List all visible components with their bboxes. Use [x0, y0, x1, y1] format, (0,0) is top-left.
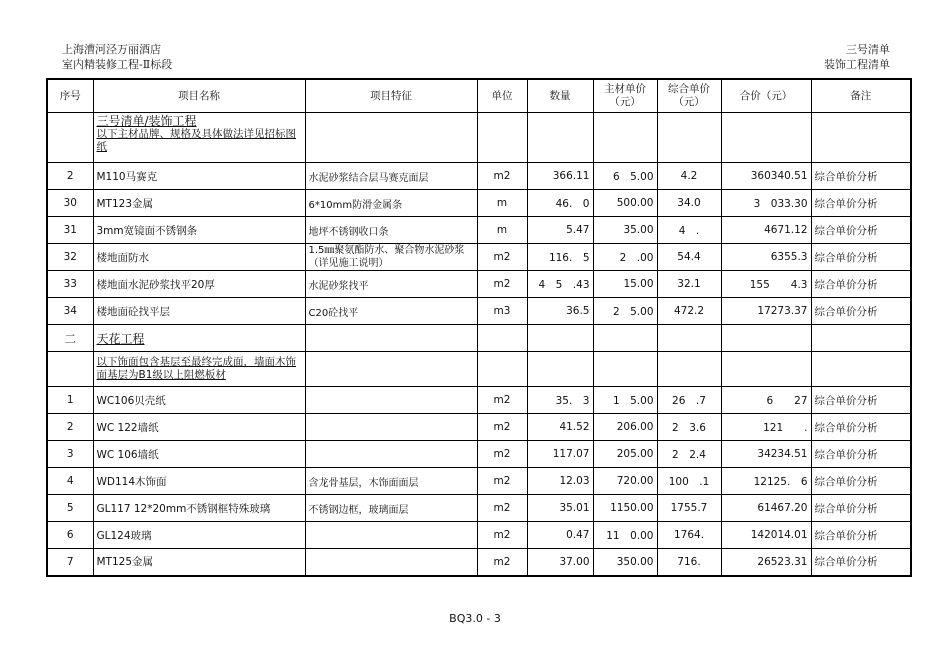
cell-comp: 32.1: [657, 271, 721, 298]
cell-unit: m: [477, 190, 527, 217]
cell-unit: m2: [477, 414, 527, 441]
cell-unit: m2: [477, 549, 527, 576]
cell-comp: 1764.: [657, 522, 721, 549]
list-header: [824, 42, 890, 72]
project-name: 上海漕河泾万丽酒店: [62, 43, 161, 56]
cell-unit: m2: [477, 244, 527, 271]
cell-remark: 综合单价分析: [811, 441, 911, 468]
col-header: 主材单价（元）: [593, 79, 657, 113]
cell-no: 2: [47, 414, 93, 441]
section-title: 天花工程: [93, 325, 305, 352]
table-header-row: [47, 79, 911, 113]
cell-qty: 12.03: [527, 468, 593, 495]
cell-no: 33: [47, 271, 93, 298]
cell-main: 1150.00: [593, 495, 657, 522]
cell-name: WC 122墙纸: [93, 414, 305, 441]
table-row: [47, 387, 911, 414]
cell-total: 17273.37: [721, 298, 811, 325]
cell-main: 350.00: [593, 549, 657, 576]
cell-total: 142014.01: [721, 522, 811, 549]
cell-feature: [305, 549, 477, 576]
cell-remark: 综合单价分析: [811, 271, 911, 298]
cell-qty: 41.52: [527, 414, 593, 441]
cell-qty: 0.47: [527, 522, 593, 549]
cell-qty: 117.07: [527, 441, 593, 468]
cell-no: 30: [47, 190, 93, 217]
cell-remark: 综合单价分析: [811, 163, 911, 190]
col-header: 项目特征: [305, 79, 477, 113]
cell-name: WC 106墙纸: [93, 441, 305, 468]
cell-feature: [305, 522, 477, 549]
cell-name: M110马赛克: [93, 163, 305, 190]
project-section: 室内精装修工程-Ⅱ标段: [62, 58, 173, 71]
list-type: 装饰工程清单: [824, 58, 890, 71]
cell-total: 12125. 6: [721, 468, 811, 495]
cell-comp: 472.2: [657, 298, 721, 325]
cell-name: GL117 12*20mm不锈钢框特殊玻璃: [93, 495, 305, 522]
cell-no: 7: [47, 549, 93, 576]
cell-main: 720.00: [593, 468, 657, 495]
cell-unit: m2: [477, 387, 527, 414]
cell-qty: 36.5: [527, 298, 593, 325]
cell-name: GL124玻璃: [93, 522, 305, 549]
cell-main: 35.00: [593, 217, 657, 244]
cell-qty: 4 5 .43: [527, 271, 593, 298]
cell-comp: 100 .1: [657, 468, 721, 495]
section-note-row: [47, 352, 911, 387]
cell-main: 2 5.00: [593, 298, 657, 325]
col-header: 合价（元）: [721, 79, 811, 113]
cell-unit: m2: [477, 468, 527, 495]
cell-comp: 54.4: [657, 244, 721, 271]
list-number: 三号清单: [846, 43, 890, 56]
cell-no: 4: [47, 468, 93, 495]
cell-remark: 综合单价分析: [811, 414, 911, 441]
cell-total: 3 033.30: [721, 190, 811, 217]
section-row: [47, 325, 911, 352]
cell-qty: 35.01: [527, 495, 593, 522]
cell-no: 32: [47, 244, 93, 271]
cell-comp: 716.: [657, 549, 721, 576]
table-row: [47, 244, 911, 271]
table-row: [47, 190, 911, 217]
cell-remark: 综合单价分析: [811, 387, 911, 414]
cell-main: 205.00: [593, 441, 657, 468]
cell-total: 61467.20: [721, 495, 811, 522]
cell-no: 1: [47, 387, 93, 414]
cell-main: 206.00: [593, 414, 657, 441]
cell-name: MT123金属: [93, 190, 305, 217]
cell-main: 1 5.00: [593, 387, 657, 414]
cell-total: 26523.31: [721, 549, 811, 576]
table-row: [47, 549, 911, 576]
cell-feature: 水泥砂浆找平: [305, 271, 477, 298]
cell-remark: 综合单价分析: [811, 549, 911, 576]
section-row: [47, 113, 911, 163]
cell-main: 2 .00: [593, 244, 657, 271]
cell-feature: 6*10mm防滑金属条: [305, 190, 477, 217]
cell-total: 121 .: [721, 414, 811, 441]
cell-feature: [305, 387, 477, 414]
cell-feature: 水泥砂浆结合层马赛克面层: [305, 163, 477, 190]
col-header: 综合单价（元）: [657, 79, 721, 113]
table-row: [47, 298, 911, 325]
col-header: 序号: [47, 79, 93, 113]
cell-remark: 综合单价分析: [811, 217, 911, 244]
cell-unit: m2: [477, 163, 527, 190]
section-number: 二: [47, 325, 93, 352]
cell-total: 34234.51: [721, 441, 811, 468]
cell-comp: 26 .7: [657, 387, 721, 414]
cell-total: 360340.51: [721, 163, 811, 190]
cell-feature: 地坪不锈钢收口条: [305, 217, 477, 244]
cell-unit: m3: [477, 298, 527, 325]
cell-comp: 1755.7: [657, 495, 721, 522]
table-row: [47, 522, 911, 549]
cell-name: 楼地面砼找平层: [93, 298, 305, 325]
cell-remark: 综合单价分析: [811, 522, 911, 549]
section-note: 以下主材品牌、规格及具体做法详见招标图纸: [96, 128, 296, 153]
table-row: [47, 495, 911, 522]
cell-name: MT125金属: [93, 549, 305, 576]
cell-remark: 综合单价分析: [811, 298, 911, 325]
cell-total: 155 4.3: [721, 271, 811, 298]
cell-feature: 不锈钢边框，玻璃面层: [305, 495, 477, 522]
cell-unit: m2: [477, 522, 527, 549]
cell-feature: [305, 414, 477, 441]
cell-qty: 35. 3: [527, 387, 593, 414]
cell-no: 6: [47, 522, 93, 549]
cell-total: 4671.12: [721, 217, 811, 244]
table-row: [47, 271, 911, 298]
cell-unit: m: [477, 217, 527, 244]
cell-name: WC106贝壳纸: [93, 387, 305, 414]
page-footer: BQ3.0 - 3: [449, 612, 501, 625]
cell-total: 6355.3: [721, 244, 811, 271]
cell-feature: [305, 441, 477, 468]
col-header: 项目名称: [93, 79, 305, 113]
cell-name: 楼地面防水: [93, 244, 305, 271]
cell-unit: m2: [477, 495, 527, 522]
cell-qty: 366.11: [527, 163, 593, 190]
table-row: [47, 217, 911, 244]
cell-name: 楼地面水泥砂浆找平20厚: [93, 271, 305, 298]
section-note: 以下饰面包含基层至最终完成面，墙面木饰面基层为B1级以上阻燃板材: [93, 352, 305, 387]
cell-no: 3: [47, 441, 93, 468]
cell-feature: 含龙骨基层，木饰面面层: [305, 468, 477, 495]
cell-main: 6 5.00: [593, 163, 657, 190]
table-row: [47, 163, 911, 190]
cell-main: 11 0.00: [593, 522, 657, 549]
cell-name: WD114木饰面: [93, 468, 305, 495]
cell-no: 5: [47, 495, 93, 522]
table-row: [47, 468, 911, 495]
cell-comp: 4.2: [657, 163, 721, 190]
cell-remark: 综合单价分析: [811, 190, 911, 217]
cell-comp: 4 .: [657, 217, 721, 244]
section-title: 三号清单/装饰工程: [96, 114, 197, 128]
cell-main: 500.00: [593, 190, 657, 217]
cell-qty: 116. 5: [527, 244, 593, 271]
cell-remark: 综合单价分析: [811, 468, 911, 495]
cell-qty: 46. 0: [527, 190, 593, 217]
col-header: 单位: [477, 79, 527, 113]
cell-qty: 37.00: [527, 549, 593, 576]
cell-feature: 1.5㎜聚氨酯防水、聚合物水泥砂浆（详见施工说明）: [305, 244, 477, 271]
cell-name: 3mm宽镜面不锈钢条: [93, 217, 305, 244]
cell-no: 34: [47, 298, 93, 325]
cell-feature: C20砼找平: [305, 298, 477, 325]
table-row: [47, 414, 911, 441]
col-header: 数量: [527, 79, 593, 113]
cell-unit: m2: [477, 441, 527, 468]
cell-comp: 2 2.4: [657, 441, 721, 468]
cell-qty: 5.47: [527, 217, 593, 244]
cell-unit: m2: [477, 271, 527, 298]
cell-comp: 2 3.6: [657, 414, 721, 441]
cell-total: 6 27: [721, 387, 811, 414]
cell-no: 31: [47, 217, 93, 244]
col-header: 备注: [811, 79, 911, 113]
cell-no: 2: [47, 163, 93, 190]
cell-remark: 综合单价分析: [811, 495, 911, 522]
cell-comp: 34.0: [657, 190, 721, 217]
project-header: [62, 42, 172, 72]
cell-remark: 综合单价分析: [811, 244, 911, 271]
table-row: [47, 441, 911, 468]
cell-main: 15.00: [593, 271, 657, 298]
bill-of-quantities-table: [46, 78, 912, 577]
